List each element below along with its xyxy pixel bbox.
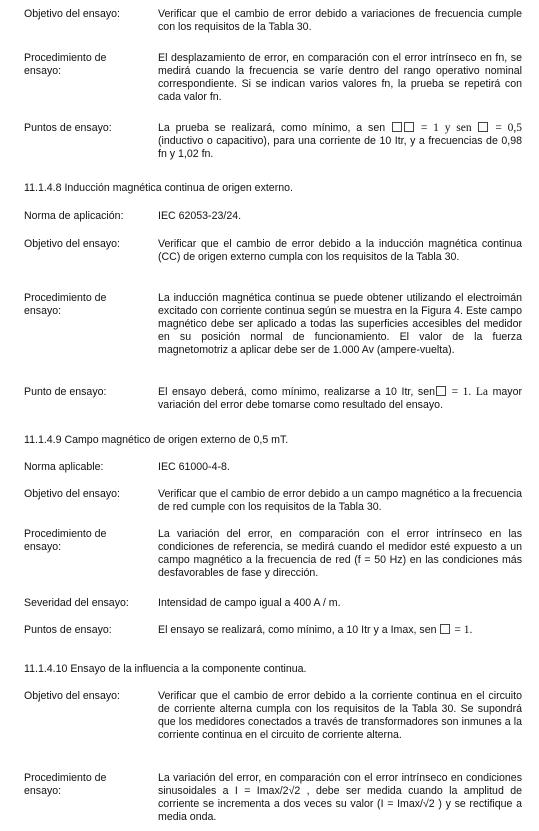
phi-box-icon	[440, 624, 450, 634]
row-label: Procedimiento de ensayo:	[24, 52, 107, 77]
row-text: El desplazamiento de error, en comparación con el error intrínseco en fn, se medirá cuando la frecuencia se varíe dentro del rango operativo nominal correspondiente. Si se indican varios valores fn, la prueba se repetirá con cada valor fn.	[158, 52, 522, 103]
row-text-a: El ensayo deberá, como mínimo, realizarse a 10 Itr, sen	[158, 386, 436, 398]
row-text-b: Imax/√2 ) y se rectifique a media onda.	[158, 798, 522, 823]
row-label: Norma de aplicación:	[24, 210, 124, 222]
row-label: Procedimiento de ensayo:	[24, 528, 107, 553]
row-text-b: = 1. La	[451, 386, 488, 398]
phi-box-icon	[404, 122, 414, 132]
section-heading: 11.1.4.10 Ensayo de la influencia a la componente continua.	[24, 663, 307, 675]
row-text: Verificar que el cambio de error debido a la corriente continua en el circuito de corriente alterna cumpla con los requisitos de la Tabla 30. Se supondrá que los medidores conectados a través de transformadores son inmunes a la corriente continua en el circuito de corriente alterna.	[158, 690, 522, 741]
phi-box-icon	[436, 386, 446, 396]
row-label: Procedimiento de ensayo:	[24, 772, 107, 797]
row-label: Objetivo del ensayo:	[24, 488, 120, 500]
row-label: Puntos de ensayo:	[24, 624, 112, 636]
row-text	[158, 624, 522, 637]
phi-box-icon	[392, 122, 402, 132]
row-label: Puntos de ensayo:	[24, 122, 112, 134]
row-label: Objetivo del ensayo:	[24, 238, 120, 250]
row-text: Verificar que el cambio de error debido a la inducción magnética continua (CC) de origen externo cumpla con los requisitos de la Tabla 30.	[158, 238, 522, 263]
row-text-b: = 1.	[454, 624, 473, 636]
row-text: Verificar que el cambio de error debido a un campo magnético a la frecuencia de red cumple con los requisitos de la Tabla 30.	[158, 488, 522, 513]
row-label: Objetivo del ensayo:	[24, 690, 120, 702]
row-text	[158, 386, 522, 412]
row-label: Objetivo del ensayo:	[24, 8, 120, 20]
row-label: Punto de ensayo:	[24, 386, 107, 398]
row-text: La inducción magnética continua se puede obtener utilizando el electroimán excitado con corriente continua según se muestra en la Figura 4. Este campo magnético debe ser aplicado a todas las superficies accesibles del medidor en su posición normal de funcionamiento. El valor de la fuerza magnetomotriz a aplicar debe ser de 1.000 Av (ampere-vuelta).	[158, 292, 522, 356]
row-text-d: (inductivo o capacitivo), para una corriente de 10 Itr, y a frecuencias de 0,98 fn y 1,02 fn.	[158, 135, 522, 160]
row-label: Severidad del ensayo:	[24, 597, 129, 609]
row-text: IEC 61000-4-8.	[158, 461, 230, 473]
row-text-a: El ensayo se realizará, como mínimo, a 10 Itr y a Imax, sen	[158, 624, 437, 636]
row-text-b: = 1 y sen	[420, 122, 472, 134]
section-heading: 11.1.4.9 Campo magnético de origen externo de 0,5 mT.	[24, 434, 289, 446]
row-label: Norma aplicable:	[24, 461, 104, 473]
row-text-c: mayor variación del error debe tomarse como resultado del ensayo.	[158, 386, 522, 411]
phi-box-icon	[478, 122, 488, 132]
row-text-a: La prueba se realizará, como mínimo, a sen	[158, 122, 391, 134]
row-text	[158, 772, 522, 824]
section-heading: 11.1.4.8 Inducción magnética continua de origen externo.	[24, 182, 293, 194]
row-text: Intensidad de campo igual a 400 A / m.	[158, 597, 341, 609]
row-text-c: = 0,5	[495, 122, 522, 134]
row-text-a: La variación del error, en comparación con el error intrínseco en condiciones sinusoidales a I = Imax/2√2 , debe ser medida cuando la amplitud de corriente se incrementa a dos veces su valor (I =	[158, 772, 522, 810]
row-text: La variación del error, en comparación con el error intrínseco en las condiciones de referencia, se medirá cuando el medidor esté expuesto a un campo magnético a la frecuencia de red (f = 50 Hz) en las condiciones más desfavorables de fase y dirección.	[158, 528, 522, 579]
row-label: Procedimiento de ensayo:	[24, 292, 107, 317]
row-text: IEC 62053-23/24.	[158, 210, 242, 222]
row-text	[158, 122, 522, 161]
row-text: Verificar que el cambio de error debido a variaciones de frecuencia cumple con los requisitos de la Tabla 30.	[158, 8, 522, 33]
